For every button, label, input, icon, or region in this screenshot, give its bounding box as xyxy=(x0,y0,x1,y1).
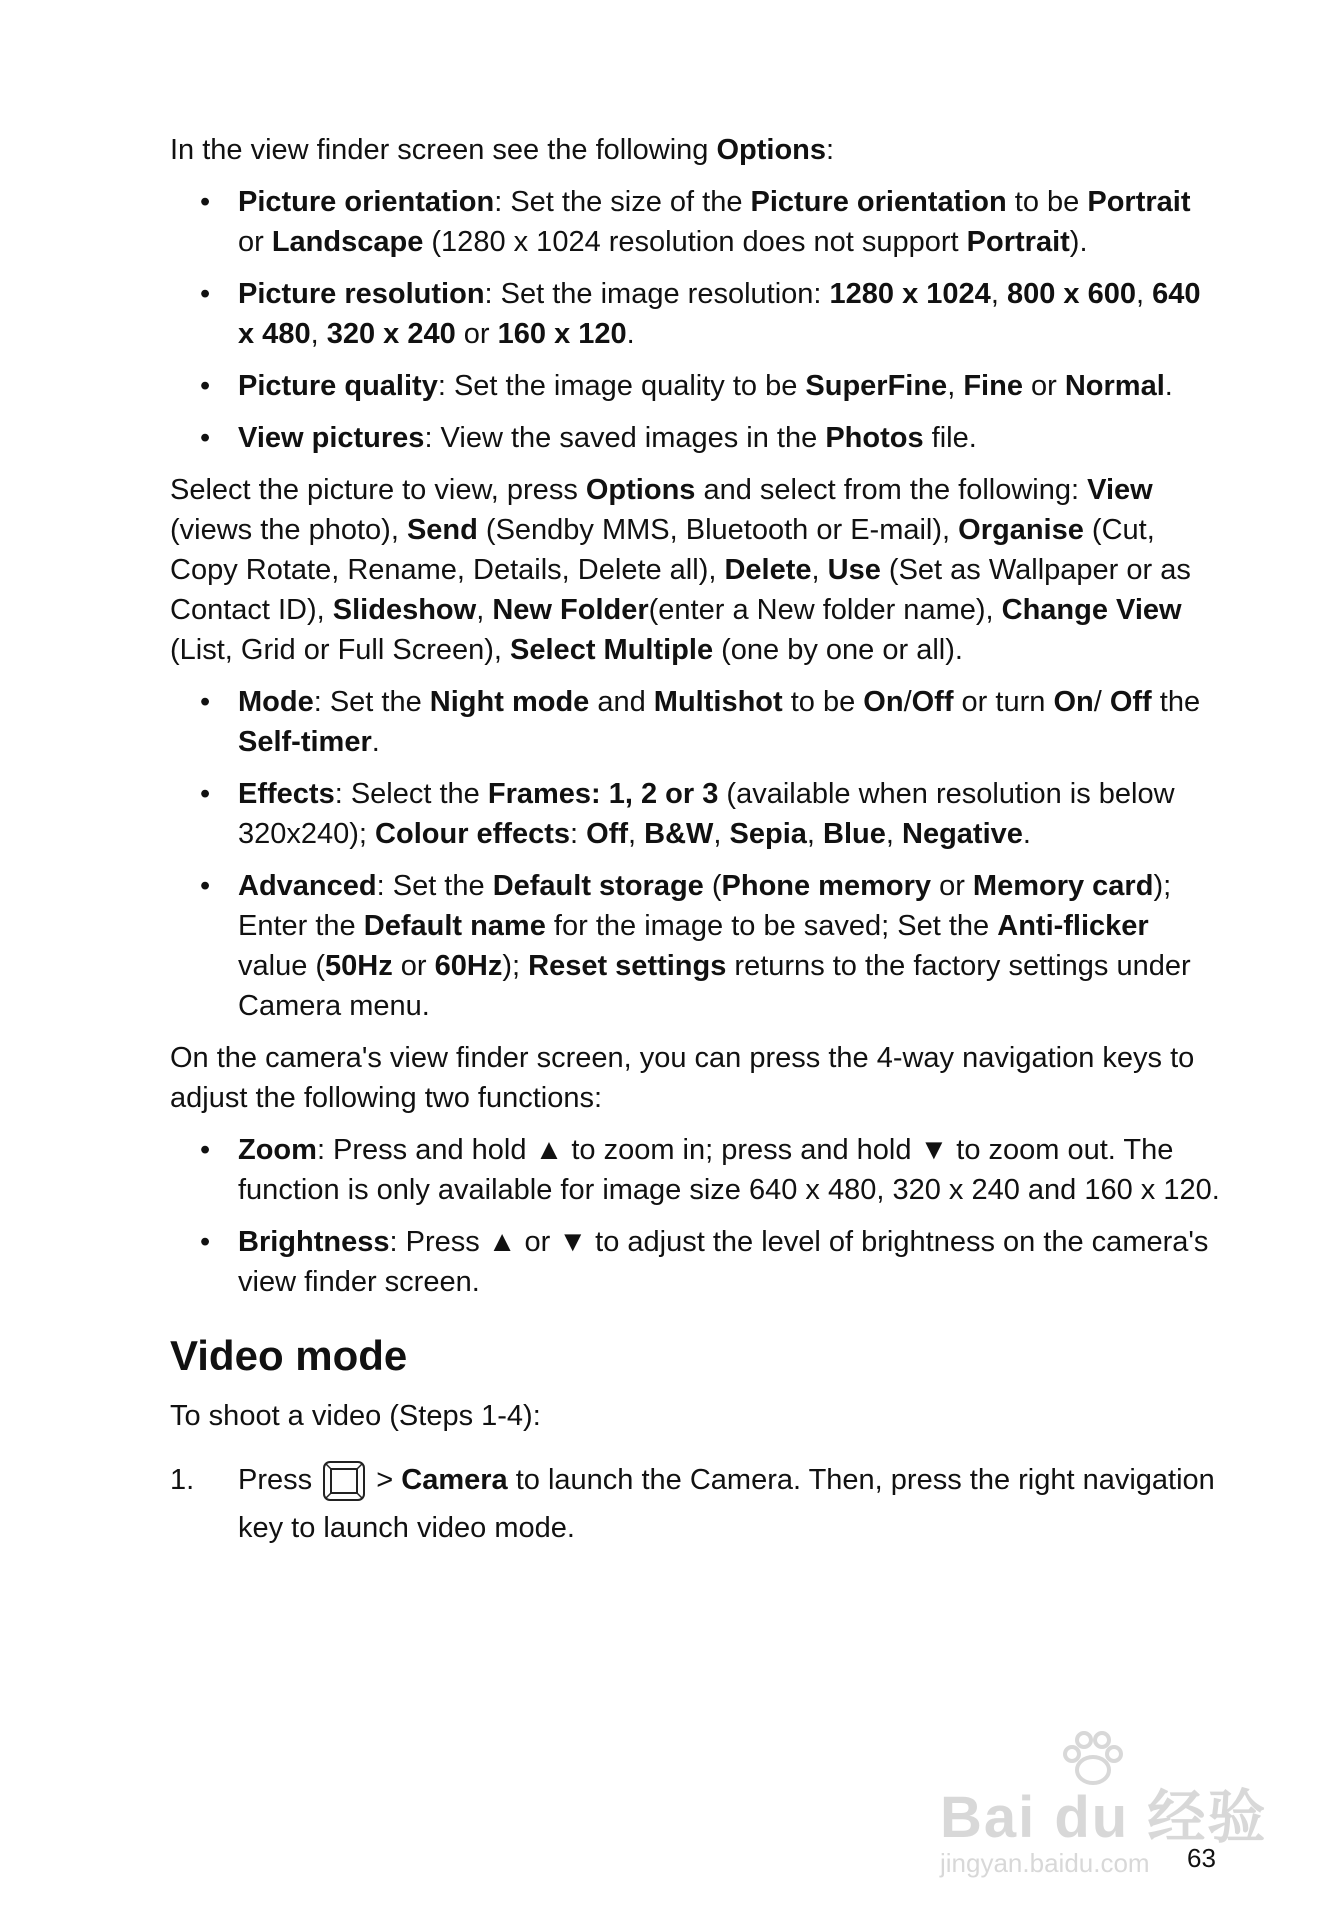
text-run: . xyxy=(1022,818,1031,850)
text-run: : Set the size of the xyxy=(494,186,751,218)
text-run: ); xyxy=(502,950,529,982)
bold-text: Delete xyxy=(724,554,812,586)
bold-text: Off xyxy=(586,818,629,850)
text-run: and select from the following: xyxy=(695,474,1088,506)
bullet-icon: • xyxy=(200,870,211,902)
bold-text: On xyxy=(1053,686,1094,718)
bullet-item xyxy=(170,682,1220,762)
text-run: to be xyxy=(1006,186,1088,218)
bold-text: Slideshow xyxy=(332,594,477,626)
text-run: : Set the image resolution: xyxy=(484,278,830,310)
bold-text: Photos xyxy=(825,422,924,454)
mode-list xyxy=(170,682,1220,1026)
menu-key-icon xyxy=(322,1460,366,1502)
step-text-post xyxy=(238,1464,1215,1544)
text-run: : Set the xyxy=(376,870,493,902)
bullet-item xyxy=(170,418,1220,458)
bold-text: Select Multiple xyxy=(510,634,714,666)
bold-text: 640 x 480 xyxy=(238,278,1201,350)
bullet-item xyxy=(170,182,1220,262)
bold-text: Memory card xyxy=(972,870,1154,902)
text-run: Select the picture to view, press xyxy=(170,474,586,506)
text-run: ). xyxy=(1069,226,1088,258)
bullet-icon: • xyxy=(200,278,211,310)
text-run: to be xyxy=(782,686,864,718)
bold-text: 320 x 240 xyxy=(326,318,456,350)
text-run: the xyxy=(1151,686,1201,718)
text-run: file. xyxy=(923,422,977,454)
bold-text: Zoom xyxy=(238,1134,317,1166)
bold-text: Anti-flicker xyxy=(997,910,1149,942)
text-run: , xyxy=(713,818,730,850)
bold-text: Advanced xyxy=(238,870,377,902)
text-run: (Cut, Copy Rotate, Rename, Details, Delete all), xyxy=(170,514,1155,586)
bold-text: Use xyxy=(827,554,881,586)
watermark-main: Bai du 经验 xyxy=(940,1785,1268,1850)
bold-text: Phone memory xyxy=(721,870,932,902)
page-number: 63 xyxy=(1187,1843,1216,1873)
text-run: , xyxy=(885,818,903,850)
text-run: ( xyxy=(703,870,722,902)
bold-text: On xyxy=(863,686,904,718)
bold-text: 50Hz xyxy=(325,950,393,982)
bullet-icon: • xyxy=(200,1226,211,1258)
watermark-sub: jingyan.baidu.com xyxy=(940,1848,1150,1878)
bold-text: Night mode xyxy=(429,686,590,718)
bullet-item xyxy=(170,1130,1220,1210)
text-run: value ( xyxy=(238,950,326,982)
text-run: ); Enter the xyxy=(238,870,1172,942)
text-run: : Press ▲ or ▼ to adjust the level of brightness on the camera's view finder screen. xyxy=(238,1226,1209,1298)
text-run: : xyxy=(570,818,587,850)
navigation-list xyxy=(170,1130,1220,1302)
step-text-pre: Press xyxy=(238,1464,321,1496)
bold-text: Landscape xyxy=(271,226,424,258)
bold-text: Effects xyxy=(238,778,335,810)
text-run: / xyxy=(903,686,912,718)
bullet-icon: • xyxy=(200,422,211,454)
bold-text: Negative xyxy=(902,818,1023,850)
bold-text: Colour effects xyxy=(375,818,571,850)
bold-text: Reset settings xyxy=(528,950,727,982)
text-run: or xyxy=(1022,370,1065,402)
text-run: : Select the xyxy=(334,778,488,810)
bold-text: Camera xyxy=(401,1464,508,1496)
bold-text: Portrait xyxy=(1087,186,1191,218)
text-run: : View the saved images in the xyxy=(424,422,826,454)
bold-text: 1280 x 1024 xyxy=(829,278,991,310)
text-run: (List, Grid or Full Screen), xyxy=(170,634,511,666)
bullet-icon: • xyxy=(200,686,211,718)
text-run: > xyxy=(368,1464,402,1496)
text-run: , xyxy=(1135,278,1153,310)
bold-text: Mode xyxy=(238,686,314,718)
bullet-item xyxy=(170,274,1220,354)
bold-text: Portrait xyxy=(966,226,1070,258)
text-run: , xyxy=(310,318,327,350)
video-intro: To shoot a video (Steps 1-4): xyxy=(170,1400,541,1432)
text-run: and xyxy=(589,686,654,718)
bullet-icon: • xyxy=(200,778,211,810)
bullet-item xyxy=(170,1222,1220,1302)
text-run: On the camera's view finder screen, you can press the 4-way navigation keys to adjust the following two functions: xyxy=(170,1042,1195,1114)
bold-text: Off xyxy=(1109,686,1152,718)
bold-text: Default name xyxy=(363,910,546,942)
text-run: for the image to be saved; Set the xyxy=(545,910,998,942)
bold-text: B&W xyxy=(644,818,714,850)
bold-text: 60Hz xyxy=(434,950,503,982)
bold-text: Fine xyxy=(963,370,1023,402)
step-item xyxy=(170,1456,1220,1552)
text-run: / xyxy=(1093,686,1110,718)
bold-text: Picture resolution xyxy=(238,278,485,310)
text-run: . xyxy=(1164,370,1173,402)
bold-text: Off xyxy=(911,686,954,718)
text-run: , xyxy=(806,818,824,850)
bullet-icon: • xyxy=(200,1134,211,1166)
text-run: or xyxy=(455,318,498,350)
video-mode-heading: Video mode xyxy=(170,1332,408,1379)
text-run: . xyxy=(626,318,635,350)
bold-text: Normal xyxy=(1064,370,1165,402)
bold-text: Picture quality xyxy=(238,370,438,402)
bold-text: View pictures xyxy=(238,422,425,454)
bold-text: Change View xyxy=(1001,594,1182,626)
text-run: . xyxy=(371,726,380,758)
bold-text: Frames: 1, 2 or 3 xyxy=(487,778,719,810)
bold-text: Options xyxy=(585,474,696,506)
bold-text: Sepia xyxy=(729,818,807,850)
text-run: : Set the xyxy=(313,686,430,718)
step-number: 1. xyxy=(170,1464,195,1496)
bold-text: Self-timer xyxy=(238,726,372,758)
text-run: : Press and hold ▲ to zoom in; press and hold ▼ to zoom out. The function is only available for image size 640 x 480, 320 x 240 and 160 x 120. xyxy=(238,1134,1220,1206)
bold-text: Picture orientation xyxy=(238,186,495,218)
text-run: In the view finder screen see the following xyxy=(170,134,717,166)
text-run: : xyxy=(826,134,835,166)
bold-text: SuperFine xyxy=(805,370,948,402)
text-run: , xyxy=(990,278,1007,310)
bold-text: 160 x 120 xyxy=(497,318,627,350)
text-run: to launch the Camera. Then, press the right navigation key to launch video mode. xyxy=(238,1464,1215,1544)
text-run: (Set as Wallpaper or as Contact ID), xyxy=(170,554,1191,626)
text-run: : Set the image quality to be xyxy=(437,370,806,402)
text-run: or xyxy=(392,950,435,982)
bold-text: Options xyxy=(716,134,827,166)
text-run: (available when resolution is below 320x240); xyxy=(238,778,1175,850)
bold-text: Blue xyxy=(823,818,886,850)
text-run: returns to the factory settings under Camera menu. xyxy=(238,950,1191,1022)
text-run: , xyxy=(811,554,828,586)
text-run: or xyxy=(238,226,272,258)
text-run: (views the photo), xyxy=(170,514,407,546)
text-run: (Sendby MMS, Bluetooth or E-mail), xyxy=(477,514,959,546)
video-steps xyxy=(170,1456,1220,1552)
bold-text: Picture orientation xyxy=(750,186,1007,218)
text-run: or turn xyxy=(953,686,1054,718)
page-content xyxy=(170,130,1220,1552)
bold-text: New Folder xyxy=(492,594,649,626)
intro-paragraph xyxy=(170,130,1220,170)
select-paragraph xyxy=(170,470,1220,670)
bullet-icon: • xyxy=(200,370,211,402)
bold-text: 800 x 600 xyxy=(1006,278,1136,310)
text-run: (one by one or all). xyxy=(713,634,963,666)
text-run: , xyxy=(628,818,645,850)
text-run: , xyxy=(947,370,964,402)
options-list xyxy=(170,182,1220,458)
text-run: (1280 x 1024 resolution does not support xyxy=(423,226,967,258)
bold-text: Brightness xyxy=(238,1226,390,1258)
bold-text: Send xyxy=(406,514,478,546)
baidu-watermark xyxy=(940,1730,1270,1890)
text-run: or xyxy=(931,870,973,902)
bullet-icon: • xyxy=(200,186,211,218)
bullet-item xyxy=(170,774,1220,854)
bold-text: Organise xyxy=(958,514,1084,546)
bold-text: Default storage xyxy=(492,870,704,902)
bullet-item xyxy=(170,866,1220,1026)
bold-text: Multishot xyxy=(653,686,783,718)
bold-text: View xyxy=(1087,474,1153,506)
bullet-item xyxy=(170,366,1220,406)
navigation-paragraph xyxy=(170,1038,1220,1118)
text-run: , xyxy=(476,594,493,626)
text-run: (enter a New folder name), xyxy=(648,594,1002,626)
